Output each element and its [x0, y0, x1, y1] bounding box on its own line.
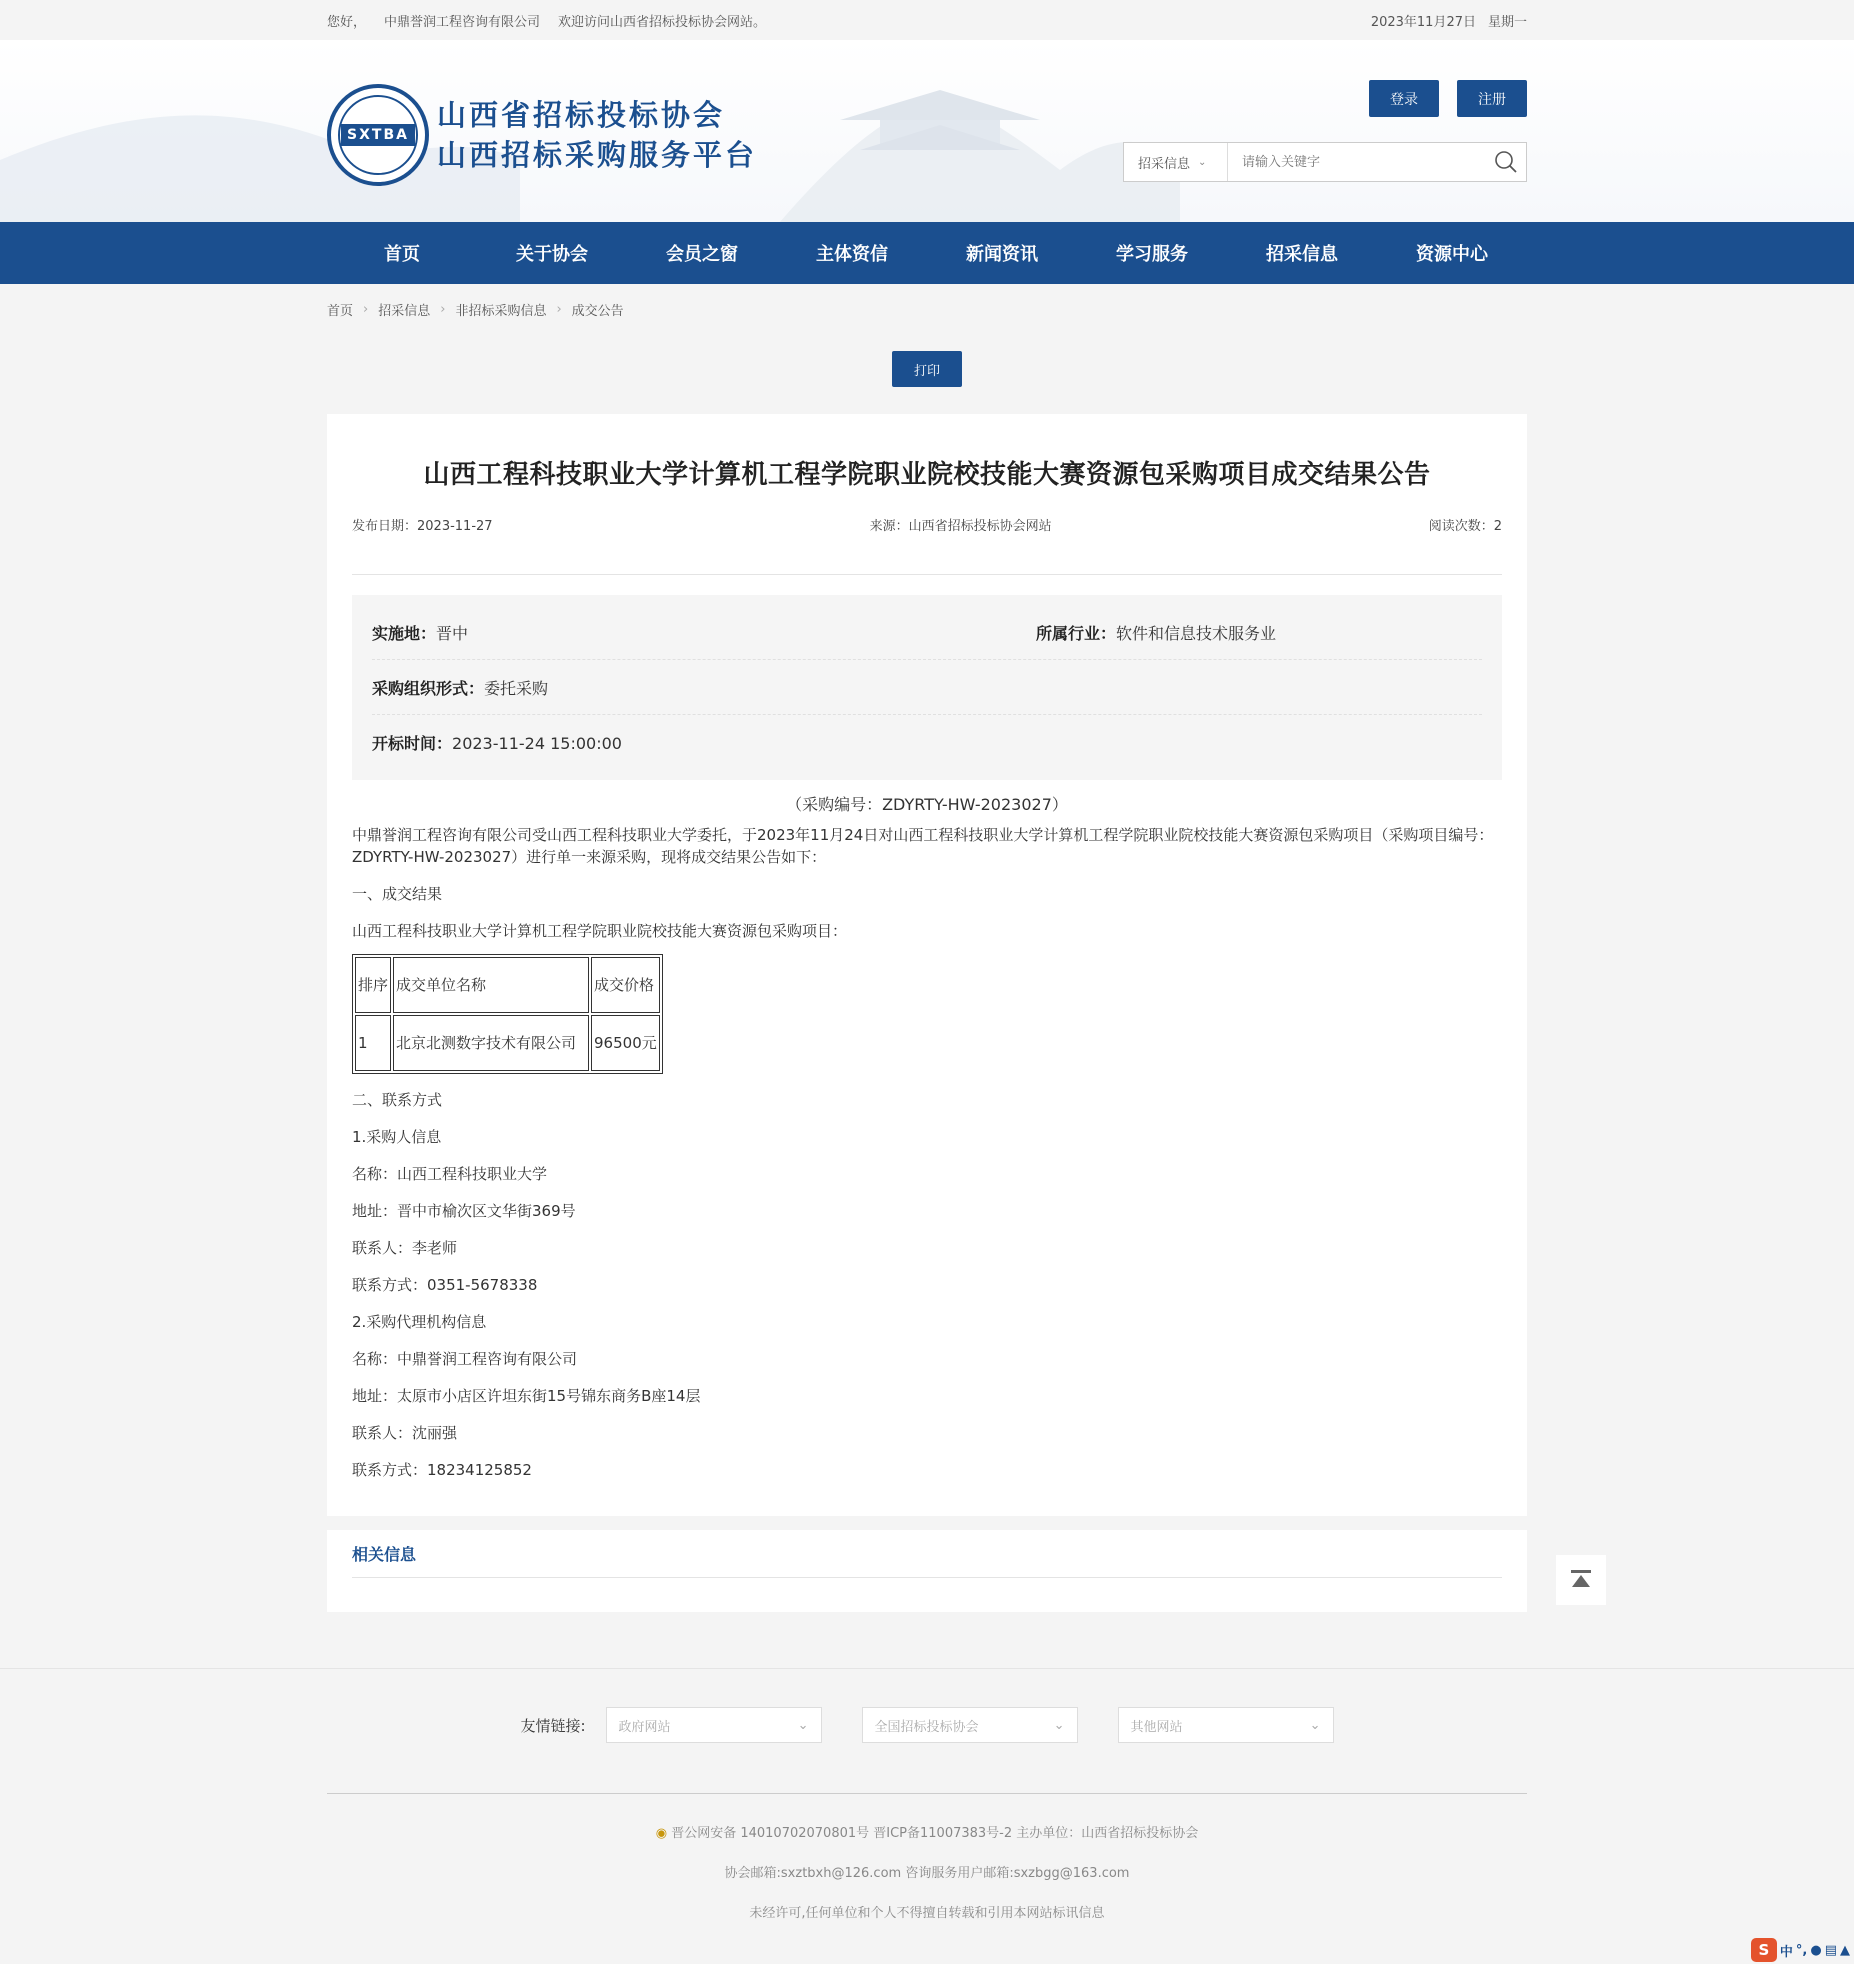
dropdown-label: 全国招标投标协会 [874, 1719, 979, 1735]
agent-phone: 联系方式：18234125852 [352, 1461, 532, 1479]
search-bar [1123, 142, 1527, 182]
view-count: 阅读次数：2 [1428, 519, 1502, 534]
ime-toolbar[interactable] [1747, 1936, 1854, 1964]
search-icon[interactable] [1486, 150, 1526, 174]
nav-item-learning[interactable]: 学习服务 [1116, 244, 1188, 265]
print-button[interactable]: 打印 [892, 351, 962, 387]
nav-item-about[interactable]: 关于协会 [516, 244, 588, 265]
footer-line-1 [327, 1814, 1527, 1854]
purchaser-contact: 联系人：李老师 [352, 1239, 458, 1257]
industry-label: 所属行业： [1036, 623, 1117, 643]
footer-line-1-text: 晋公网安备 14010702070801号 晋ICP备11007383号-2 主办单位：山西省招标投标协会 [671, 1826, 1199, 1841]
procurement-code: （采购编号：ZDYRTY-HW-2023027） [786, 795, 1068, 814]
chevron-down-icon: ⌄ [797, 1717, 809, 1733]
info-row [372, 605, 1482, 660]
links-label: 友情链接: [520, 1716, 586, 1735]
logo-abbr: SXTBA [341, 124, 415, 146]
location-value: 晋中 [436, 623, 469, 643]
dropdown-label: 政府网站 [618, 1719, 671, 1735]
auth-buttons [1369, 80, 1527, 117]
purchaser-address: 地址：晋中市榆次区文华街369号 [352, 1202, 576, 1220]
section-result-heading: 一、成交结果 [352, 885, 443, 903]
arrow-up-icon [1570, 1569, 1592, 1591]
other-sites-dropdown[interactable] [1118, 1707, 1334, 1743]
section-contact-heading: 二、联系方式 [352, 1091, 443, 1109]
back-to-top-button[interactable] [1556, 1555, 1606, 1605]
breadcrumb-home[interactable]: 首页 [327, 303, 354, 319]
greeting-hello: 您好， [327, 14, 367, 30]
nav-item-members[interactable]: 会员之窗 [666, 244, 738, 265]
agent-name: 名称：中鼎誉润工程咨询有限公司 [352, 1350, 578, 1368]
article-body [352, 794, 1502, 1481]
breadcrumb-current: 成交公告 [571, 303, 624, 319]
nav-item-procurement[interactable]: 招采信息 [1266, 244, 1338, 265]
project-line: 山西工程科技职业大学计算机工程学院职业院校技能大赛资源包采购项目： [352, 922, 848, 940]
skin-icon: ▲ [1840, 1942, 1850, 1958]
search-category-label: 招采信息 [1138, 156, 1191, 172]
greeting [327, 11, 784, 30]
chevron-right-icon: › [440, 301, 446, 317]
chevron-down-icon: ⌄ [1053, 1717, 1065, 1733]
site-logo[interactable] [327, 84, 757, 186]
logo-emblem [327, 84, 429, 186]
nav-item-news[interactable]: 新闻资讯 [966, 244, 1038, 265]
ime-lang-indicator: 中 [1779, 1944, 1793, 1960]
main-nav [0, 222, 1854, 284]
sogou-ime-icon: S [1751, 1938, 1777, 1962]
microphone-icon: ● [1810, 1942, 1822, 1958]
org-form-value: 委托采购 [484, 678, 549, 698]
site-footer [0, 1668, 1854, 1934]
table-cell: 96500元 [591, 1015, 660, 1071]
logo-title-line1: 山西省招标投标协会 [437, 98, 726, 132]
chevron-right-icon: › [556, 301, 562, 317]
intro-paragraph: 中鼎誉润工程咨询有限公司受山西工程科技职业大学委托，于2023年11月24日对山西工程科技职业大学计算机工程学院职业院校技能大赛资源包采购项目（采购项目编号：ZDYRTY-HW-2023027）进行单一来源采购，现将成交结果公告如下： [352, 826, 1494, 866]
related-info-title: 相关信息 [352, 1542, 1502, 1578]
breadcrumb-procurement[interactable]: 招采信息 [378, 303, 431, 319]
table-header: 成交价格 [591, 957, 660, 1013]
table-cell: 1 [355, 1015, 391, 1071]
gov-sites-dropdown[interactable] [606, 1707, 822, 1743]
location-label: 实施地： [372, 623, 437, 643]
chevron-down-icon: ⌄ [1198, 156, 1207, 168]
agent-title: 2.采购代理机构信息 [352, 1313, 487, 1331]
nav-item-home[interactable]: 首页 [384, 244, 420, 265]
info-row [372, 715, 1482, 770]
open-time-label: 开标时间： [372, 734, 453, 753]
chevron-right-icon: › [363, 301, 369, 317]
table-header: 成交单位名称 [393, 957, 589, 1013]
friendly-links [327, 1707, 1527, 1743]
date-text: 2023年11月27日 [1370, 14, 1476, 30]
info-row [372, 660, 1482, 715]
table-cell: 北京北测数字技术有限公司 [393, 1015, 589, 1071]
register-button[interactable]: 注册 [1457, 80, 1527, 117]
logo-title [437, 95, 757, 175]
breadcrumb-non-tender[interactable]: 非招标采购信息 [455, 303, 547, 319]
related-info-section [327, 1530, 1527, 1612]
table-header-row [355, 957, 660, 1013]
dropdown-label: 其他网站 [1130, 1719, 1183, 1735]
footer-line-3: 未经许可,任何单位和个人不得擅自转载和引用本网站标讯信息 [749, 1906, 1105, 1921]
article-meta [352, 515, 1502, 575]
punctuation-icon: °, [1795, 1942, 1808, 1958]
purchaser-phone: 联系方式：0351-5678338 [352, 1276, 538, 1294]
table-header: 排序 [355, 957, 391, 1013]
keyboard-icon: ▤ [1824, 1942, 1837, 1958]
site-header [0, 40, 1854, 222]
org-form-label: 采购组织形式： [372, 678, 485, 698]
top-bar [0, 0, 1854, 40]
logo-title-line2: 山西招标采购服务平台 [437, 138, 758, 172]
table-row [355, 1015, 660, 1071]
nav-item-resources[interactable]: 资源中心 [1416, 244, 1488, 265]
agent-address: 地址：太原市小店区许坦东街15号锦东商务B座14层 [352, 1387, 701, 1405]
greeting-welcome: 欢迎访问山西省招标投标协会网站。 [558, 14, 767, 30]
current-date [1371, 11, 1527, 30]
article-card [327, 414, 1527, 1516]
result-table [352, 954, 663, 1074]
police-badge-icon: ◉ [655, 1826, 668, 1841]
weekday-text: 星期一 [1487, 14, 1527, 30]
publish-date: 发布日期：2023-11-27 [352, 519, 493, 534]
footer-copyright [327, 1794, 1527, 1934]
open-time-value: 2023-11-24 15:00:00 [452, 734, 622, 753]
breadcrumb [327, 284, 1527, 334]
article-source: 来源：山西省招标投标协会网站 [869, 519, 1052, 534]
greeting-company: 中鼎誉润工程咨询有限公司 [384, 14, 541, 30]
project-info-box [352, 595, 1502, 780]
search-input[interactable] [1228, 143, 1486, 181]
nav-item-credit[interactable]: 主体资信 [816, 244, 888, 265]
industry-value: 软件和信息技术服务业 [1116, 623, 1277, 643]
agent-contact: 联系人：沈丽强 [352, 1424, 458, 1442]
chevron-down-icon: ⌄ [1309, 1717, 1321, 1733]
footer-line-2: 协会邮箱:sxztbxh@126.com 咨询服务用户邮箱:sxzbgg@163.com [724, 1866, 1130, 1881]
purchaser-title: 1.采购人信息 [352, 1128, 442, 1146]
login-button[interactable]: 登录 [1369, 80, 1439, 117]
national-assoc-dropdown[interactable] [862, 1707, 1078, 1743]
article-title: 山西工程科技职业大学计算机工程学院职业院校技能大赛资源包采购项目成交结果公告 [423, 460, 1431, 490]
print-bar [327, 344, 1527, 394]
search-category-select[interactable] [1124, 143, 1228, 181]
purchaser-name: 名称：山西工程科技职业大学 [352, 1165, 548, 1183]
